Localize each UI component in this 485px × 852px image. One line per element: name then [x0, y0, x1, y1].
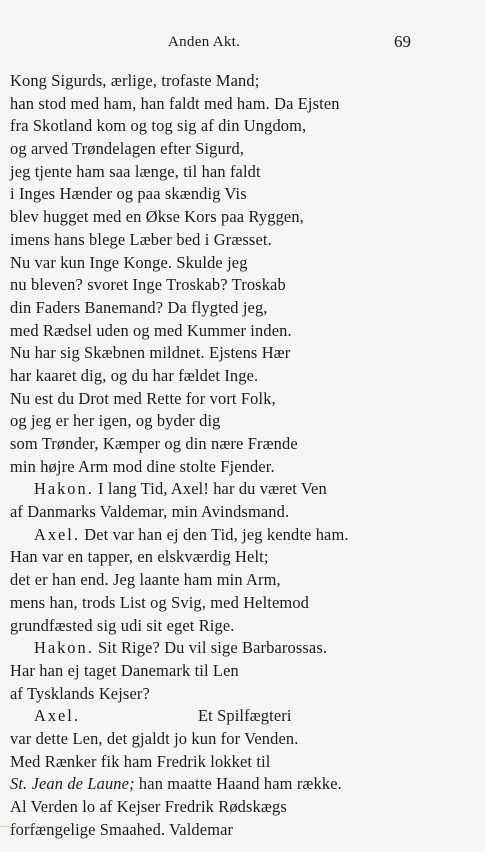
text-line: Nu har sig Skæbnen mildnet. Ejstens Hær: [10, 343, 291, 363]
text-line: og jeg er her igen, og byder dig: [10, 411, 221, 431]
text-line: min højre Arm mod dine stolte Fjender.: [10, 456, 275, 476]
speech-line: [10, 637, 480, 660]
speech-text: Det var han ej den Tid, jeg kendte ham.: [79, 524, 349, 544]
text-line: af Danmarks Valdemar, min Avindsmand.: [10, 502, 290, 522]
text-line: det er han end. Jeg laante ham min Arm,: [10, 570, 281, 590]
page-edge-rule: [0, 826, 60, 827]
text-line: som Trønder, Kæmper og din nære Frænde: [10, 434, 298, 453]
text-line: af Tysklands Kejser?: [10, 683, 150, 703]
text-line: imens hans blege Læber bed i Græsset.: [10, 229, 272, 249]
italic-place-name: St. Jean de Laune;: [10, 774, 135, 794]
text-line: jeg tjente ham saa længe, til han faldt: [10, 161, 261, 181]
text-line: Nu est du Drot med Rette for vort Folk,: [10, 388, 276, 408]
text-line: var dette Len, det gjaldt jo kun for Venden.: [10, 728, 299, 748]
text-line: Kong Sigurds, ærlige, trofaste Mand;: [10, 71, 260, 90]
text-line: Al Verden lo af Kejser Fredrik Rødskægs: [10, 797, 287, 816]
speech-text: Sit Rige? Du vil sige Barbarossas.: [93, 638, 328, 658]
text-line: din Faders Banemand? Da flygted jeg,: [10, 297, 268, 317]
text-line: forfængelige Smaahed. Valdemar: [10, 819, 234, 839]
text-line: med Rædsel uden og med Kummer inden.: [10, 320, 292, 340]
speech-line: [10, 478, 480, 501]
speaker-name: Axel.: [34, 706, 80, 726]
verse-text: [10, 70, 480, 841]
text-line: og arved Trøndelagen efter Sigurd,: [10, 139, 245, 159]
text-line: nu bleven? svoret Inge Troskab? Troskab: [10, 275, 286, 295]
running-title: Anden Akt.: [168, 34, 241, 50]
text-line: han stod med ham, han faldt med ham. Da Ejsten: [10, 93, 340, 113]
speaker-name: Axel.: [34, 524, 80, 544]
text-line: Han var en tapper, en elskværdig Helt;: [10, 547, 269, 567]
page-number: 69: [394, 32, 411, 51]
text-line: blev hugget med en Økse Kors paa Ryggen,: [10, 207, 304, 227]
text-line: har kaaret dig, og du har fældet Inge.: [10, 365, 259, 385]
text-line: Med Rænker fik ham Fredrik lokket til: [10, 751, 271, 771]
text-line: Nu var kun Inge Konge. Skulde jeg: [10, 252, 248, 272]
line-text: han maatte Haand ham række.: [134, 774, 342, 794]
text-line: [10, 773, 480, 796]
running-head: [0, 34, 485, 54]
speaker-name: Hakon.: [34, 638, 94, 658]
speaker-name: Hakon.: [34, 479, 94, 499]
text-line: grundfæsted sig udi sit eget Rige.: [10, 615, 235, 635]
speech-line: [10, 705, 480, 728]
speech-text: Et Spilfægteri: [197, 706, 292, 726]
text-line: fra Skotland kom og tog sig af din Ungdom,: [10, 116, 307, 136]
speech-line: [10, 524, 480, 547]
text-line: i Inges Hænder og paa skændig Vis: [10, 184, 247, 204]
text-line: mens han, trods List og Svig, med Heltemod: [10, 592, 310, 612]
speech-text: I lang Tid, Axel! har du været Ven: [93, 479, 327, 499]
text-line: Har han ej taget Danemark til Len: [10, 660, 239, 680]
